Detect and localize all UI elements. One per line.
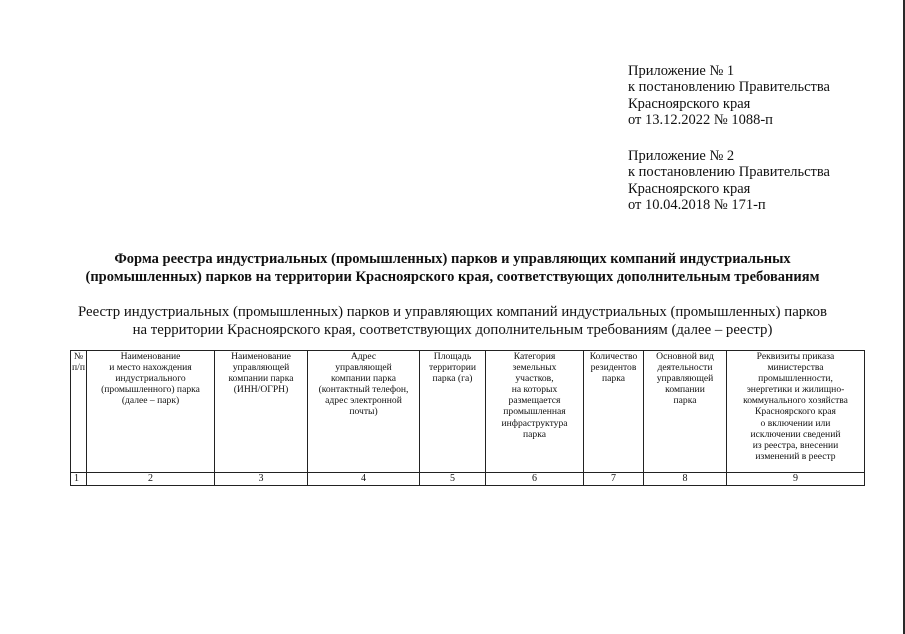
header-line: о включении или (760, 417, 831, 429)
header-line: из реестра, внесении (752, 439, 839, 451)
header-line: (контактный телефон, (318, 384, 409, 396)
col-header-park-name (87, 351, 215, 473)
registry-table (70, 350, 865, 486)
header-line: парка (га) (432, 373, 473, 385)
header-line: Наименование (120, 351, 181, 362)
appendix-1-number: Приложение № 1 (628, 63, 735, 79)
header-line: Основной вид (656, 351, 714, 362)
col-number-cell: 1 (71, 473, 87, 486)
header-line: (далее – парк) (121, 395, 180, 407)
header-line: промышленности, (758, 373, 833, 385)
header-line: (ИНН/ОГРН) (233, 384, 289, 396)
header-line: п/п (72, 362, 85, 374)
header-line: резидентов (590, 362, 637, 374)
appendix-2-region: Красноярского края (628, 180, 751, 197)
col-header-residents (584, 351, 644, 473)
registry-title (40, 303, 865, 339)
registry-title-line-2: на территории Красноярского края, соответствующих дополнительным требованиям (далее – реестр) (132, 322, 773, 338)
header-line: Красноярского края (755, 406, 836, 418)
appendix-2-block (628, 148, 830, 214)
header-line: Площадь (433, 351, 472, 362)
header-line: индустриального (115, 373, 186, 385)
header-line: Категория (513, 351, 556, 362)
header-line: энергетики и жилищно- (746, 384, 845, 396)
header-line: Адрес (350, 351, 377, 362)
header-line: парка (602, 373, 625, 385)
col-header-company-name (215, 351, 308, 473)
appendix-1-resolution: к постановлению Правительства (628, 79, 830, 96)
appendix-2-number: Приложение № 2 (628, 148, 735, 164)
header-line: управляющей (335, 362, 392, 374)
col-header-number (71, 351, 87, 473)
header-line: компании парка (330, 373, 396, 385)
header-line: размещается (508, 395, 561, 407)
table-column-numbers-row (71, 473, 865, 486)
col-header-land-category (486, 351, 584, 473)
header-line: парка (523, 428, 546, 440)
form-title-line-1: Форма реестра индустриальных (промышленных) парков и управляющих компаний индустриальных (114, 251, 791, 267)
header-line: компании парка (228, 373, 294, 385)
header-line: промышленная (503, 406, 566, 418)
col-number-cell: 7 (584, 473, 644, 486)
header-line: Наименование (231, 351, 291, 362)
appendix-2-date: от 10.04.2018 № 171-п (628, 197, 766, 214)
col-header-activity (644, 351, 727, 473)
header-line: министерства (767, 362, 824, 374)
header-line: участков, (515, 373, 554, 385)
col-header-order-details (727, 351, 865, 473)
header-line: почты) (349, 406, 378, 418)
header-line: деятельности (657, 362, 713, 374)
header-line: адрес электронной (325, 395, 402, 407)
header-line: на которых (511, 384, 558, 396)
appendix-1-date: от 13.12.2022 № 1088-п (628, 112, 773, 129)
col-header-area (420, 351, 486, 473)
header-line: компании (665, 384, 705, 396)
col-number-cell: 4 (308, 473, 420, 486)
form-title-line-2: (промышленных) парков на территории Красноярского края, соответствующих дополнительным требованиям (85, 269, 820, 285)
header-line: управляющей (656, 373, 714, 385)
header-line: Реквизиты приказа (756, 351, 835, 362)
col-header-company-address (308, 351, 420, 473)
header-line: парка (673, 395, 697, 407)
table-header-row (71, 351, 865, 473)
col-number-cell: 8 (644, 473, 727, 486)
header-line: коммунального хозяйства (743, 395, 848, 407)
col-number-cell: 5 (420, 473, 486, 486)
header-line: управляющей (232, 362, 290, 374)
header-line: изменений в реестр (755, 450, 836, 462)
registry-title-line-1: Реестр индустриальных (промышленных) парков и управляющих компаний индустриальных (промышленных) парков (78, 304, 827, 320)
header-line: и место нахождения (109, 362, 192, 374)
header-line: (промышленного) парка (101, 384, 200, 396)
header-line: инфраструктура (501, 417, 568, 429)
col-number-cell: 2 (87, 473, 215, 486)
header-line: земельных (512, 362, 557, 374)
header-line: территории (428, 362, 477, 374)
col-number-cell: 9 (727, 473, 865, 486)
appendix-2-resolution: к постановлению Правительства (628, 164, 830, 181)
appendix-1-region: Красноярского края (628, 95, 751, 112)
col-number-cell: 3 (215, 473, 308, 486)
appendix-1-block (628, 63, 830, 129)
header-line: № (73, 351, 84, 362)
header-line: Количество (589, 351, 638, 362)
form-title (40, 250, 865, 286)
header-line: исключении сведений (750, 428, 841, 440)
col-number-cell: 6 (486, 473, 584, 486)
